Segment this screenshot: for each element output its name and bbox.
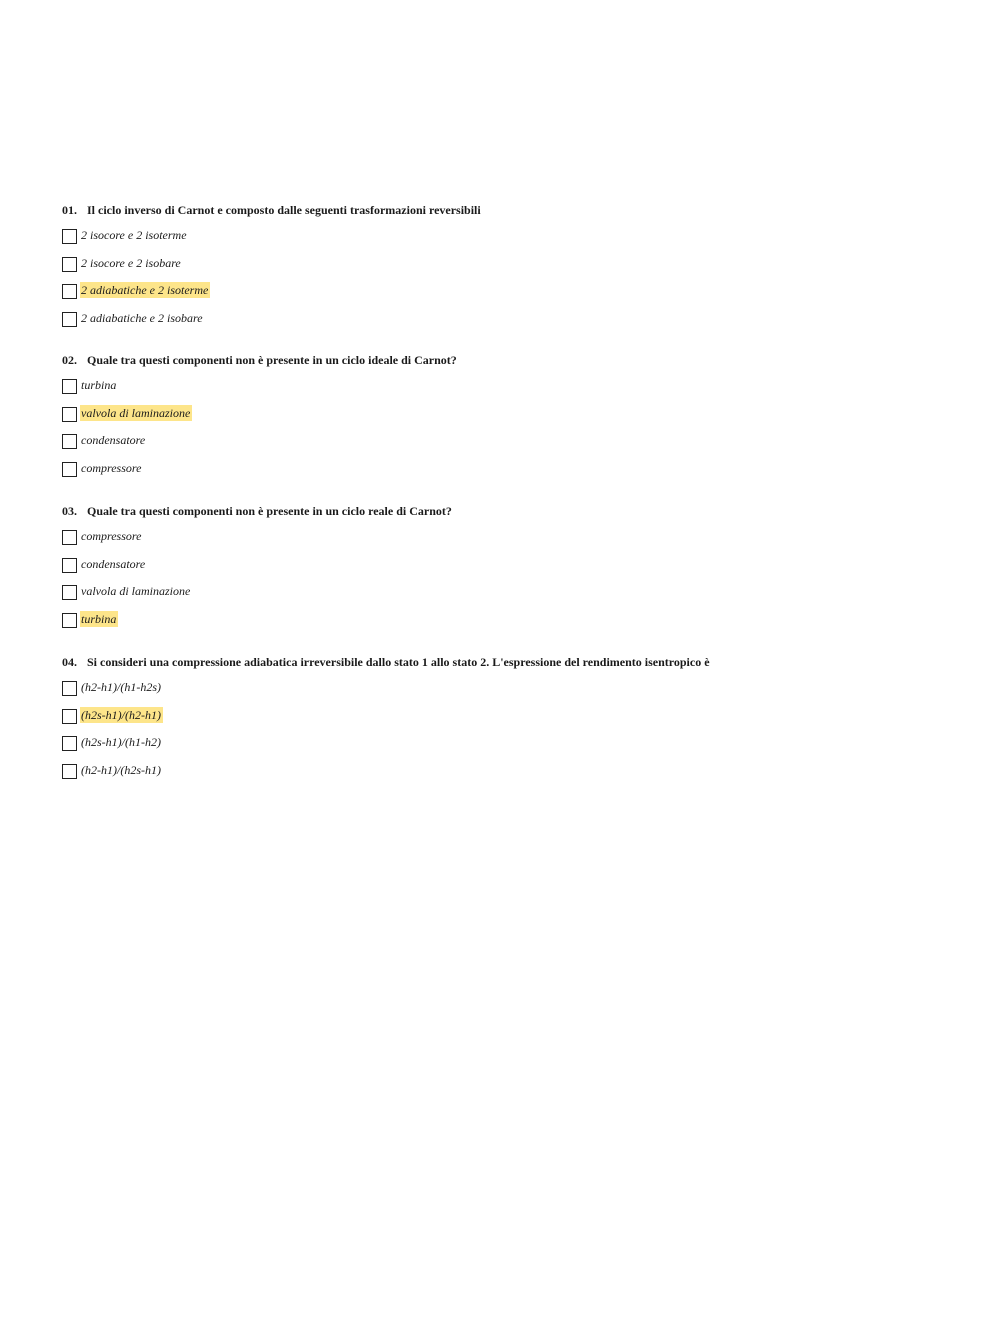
answer-checkbox[interactable] [62,312,77,327]
answer-text: 2 isocore e 2 isobare [81,255,181,270]
question-title [62,503,962,519]
answer-option[interactable] [62,735,962,753]
answer-text: compressore [81,528,142,543]
answer-checkbox[interactable] [62,257,77,272]
answer-option[interactable] [62,256,962,274]
answer-option[interactable] [62,311,962,329]
answer-option[interactable] [62,378,962,396]
question-number: 01. [62,203,77,217]
question-text: Il ciclo inverso di Carnot e composto dalle seguenti trasformazioni reversibili [87,203,481,217]
answer-text: 2 adiabatiche e 2 isobare [81,311,203,326]
answer-option[interactable] [62,763,962,781]
answer-option-correct[interactable] [62,406,962,424]
question-01 [62,202,962,329]
answer-checkbox[interactable] [62,585,77,600]
question-number: 02. [62,353,77,367]
question-title [62,654,962,670]
answer-checkbox[interactable] [62,558,77,573]
answer-option[interactable] [62,680,962,698]
answer-checkbox[interactable] [62,709,77,724]
answer-checkbox[interactable] [62,736,77,751]
answer-checkbox[interactable] [62,462,77,477]
answer-text: condensatore [81,433,146,448]
question-number: 04. [62,655,77,669]
answer-checkbox[interactable] [62,434,77,449]
answer-text-highlighted: turbina [81,612,117,627]
answer-checkbox[interactable] [62,764,77,779]
answer-text-highlighted: valvola di laminazione [81,405,191,420]
answer-option[interactable] [62,557,962,575]
answer-text: (h2-h1)/(h2s-h1) [81,763,161,778]
answer-text: valvola di laminazione [81,584,191,599]
answer-option[interactable] [62,433,962,451]
answer-option-correct[interactable] [62,283,962,301]
answer-text-highlighted: 2 adiabatiche e 2 isoterme [81,283,209,298]
answer-option[interactable] [62,529,962,547]
question-04 [62,654,962,781]
answer-option-correct[interactable] [62,612,962,630]
answer-text: (h2s-h1)/(h1-h2) [81,735,161,750]
question-text: Si consideri una compressione adiabatica irreversibile dallo stato 1 allo stato 2. L'espressione del rendimento isentropico è [87,655,710,669]
answer-checkbox[interactable] [62,229,77,244]
question-text: Quale tra questi componenti non è presente in un ciclo ideale di Carnot? [87,353,457,367]
question-title [62,352,962,368]
answer-text: compressore [81,461,142,476]
question-02 [62,352,962,479]
answer-text-highlighted: (h2s-h1)/(h2-h1) [81,707,161,722]
question-title [62,202,962,218]
answer-text: (h2-h1)/(h1-h2s) [81,679,161,694]
question-number: 03. [62,504,77,518]
answer-text: condensatore [81,556,146,571]
question-03 [62,503,962,630]
answer-checkbox[interactable] [62,530,77,545]
answer-option[interactable] [62,584,962,602]
answer-option[interactable] [62,228,962,246]
answer-checkbox[interactable] [62,613,77,628]
answer-option[interactable] [62,461,962,479]
answer-text: turbina [81,377,117,392]
answer-checkbox[interactable] [62,284,77,299]
answer-checkbox[interactable] [62,407,77,422]
question-text: Quale tra questi componenti non è presente in un ciclo reale di Carnot? [87,504,452,518]
answer-text: 2 isocore e 2 isoterme [81,227,187,242]
answer-option-correct[interactable] [62,708,962,726]
answer-checkbox[interactable] [62,379,77,394]
answer-checkbox[interactable] [62,681,77,696]
